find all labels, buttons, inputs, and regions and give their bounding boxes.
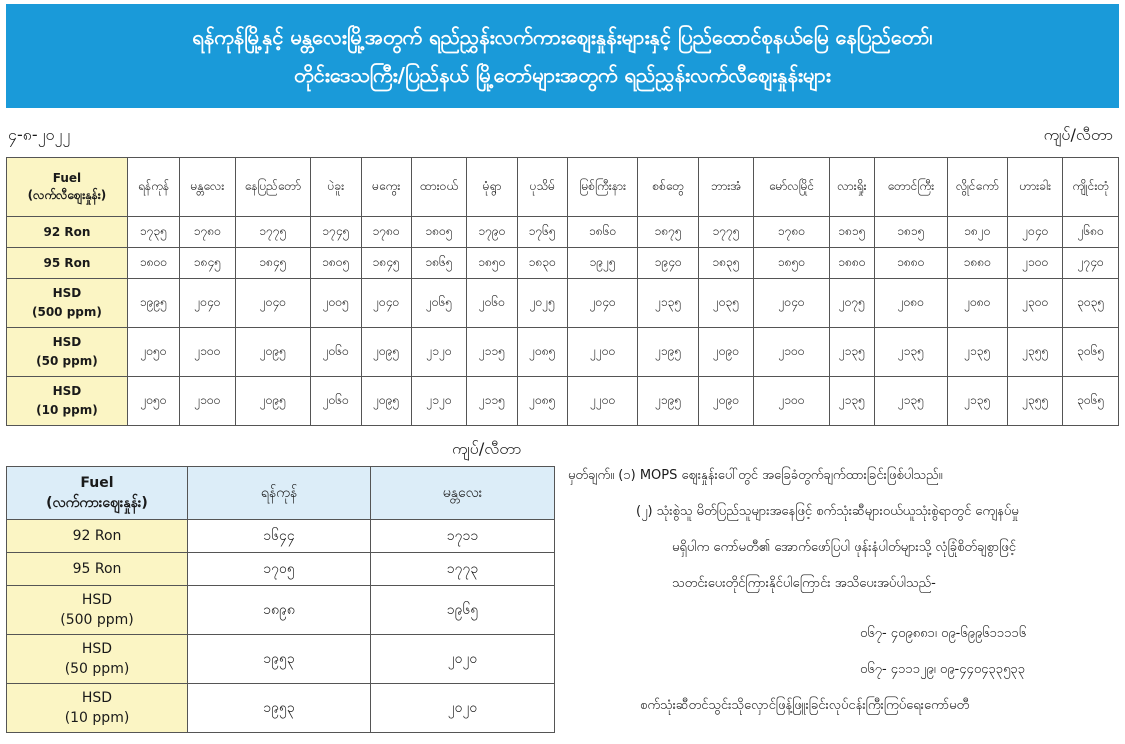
price-cell: ၁၈၇၅ <box>638 217 698 248</box>
table-row <box>7 217 1119 248</box>
price-cell: ၁၇၃၅ <box>127 217 179 248</box>
fuel-type-cell: HSD (50 ppm) <box>7 328 128 377</box>
price-cell: ၂၁၃၅ <box>638 279 698 328</box>
fuel-type-cell: HSD (500 ppm) <box>7 586 188 635</box>
price-cell: ၂၁၃၅ <box>947 328 1007 377</box>
price-cell: ၂၁၉၅ <box>638 328 698 377</box>
price-cell: ၂၆၈၀ <box>1063 217 1119 248</box>
price-cell: ၁၇၇၅ <box>698 217 753 248</box>
price-cell: ၂၀၄၀ <box>361 279 411 328</box>
price-cell: ၁၉၅၃ <box>188 684 371 733</box>
fuel-type-cell: HSD (10 ppm) <box>7 377 128 426</box>
city-header: ကျိုင်းတုံ <box>1063 158 1119 217</box>
note-line-1: မှတ်ချက်။ (၁) MOPS ဈေးနှုန်းပေါ်တွင် အခြေခံတွက်ချက်ထားခြင်းဖြစ်ပါသည်။ <box>568 468 943 483</box>
banner-title-line-1: ရန်ကုန်မြို့နှင့် မန္တလေးမြို့အတွက် ရည်ညွှန်းလက်ကားဈေးနှုန်းများနှင့် ပြည်ထောင်စုနယ်မြေ နေပြည်တော်၊ <box>192 25 933 49</box>
price-cell: ၁၇၇၅ <box>235 217 311 248</box>
price-cell: ၂၁၀၀ <box>180 377 235 426</box>
price-cell: ၁၉၂၅ <box>567 248 638 279</box>
fuel-column-header: Fuel (လက်လီဈေးနှုန်း) <box>7 158 128 217</box>
price-cell: ၁၉၅၃ <box>188 635 371 684</box>
price-cell: ၂၀၂၀ <box>371 684 555 733</box>
fuel-type-cell: 92 Ron <box>7 520 188 553</box>
price-cell: ၁၈၄၅ <box>235 248 311 279</box>
price-cell: ၂၀၉၅ <box>361 377 411 426</box>
price-cell: ၁၈၁၅ <box>829 217 874 248</box>
price-cell: ၂၀၅၀ <box>127 377 179 426</box>
wholesale-price-table <box>6 466 555 733</box>
price-cell: ၁၇၀၅ <box>188 553 371 586</box>
city-header: လားရှိုး <box>829 158 874 217</box>
price-cell: ၂၁၂၀ <box>411 377 466 426</box>
city-header: ရန်ကုန် <box>188 467 371 520</box>
city-header: ဘားအံ <box>698 158 753 217</box>
price-cell: ၁၇၁၁ <box>371 520 555 553</box>
price-cell: ၂၇၄၀ <box>1063 248 1119 279</box>
fuel-column-header: Fuel (လက်ကားဈေးနှုန်း) <box>7 467 188 520</box>
price-cell: ၁၈၀၀ <box>127 248 179 279</box>
price-cell: ၁၈၀၅ <box>411 217 466 248</box>
phone-line-2: ၀၆၇- ၄၁၁၁၂၉၊ ၀၉-၄၄၀၄၃၃၅၃၃ <box>860 662 1026 677</box>
price-cell: ၂၀၀၅ <box>311 279 361 328</box>
date-label: ၄-၈-၂၀၂၂ <box>8 125 71 144</box>
table-row <box>7 520 555 553</box>
price-cell: ၂၀၈၀ <box>875 279 948 328</box>
price-cell: ၂၁၀၀ <box>754 328 830 377</box>
price-cell: ၂၀၄၀ <box>754 279 830 328</box>
banner-title-line-2: တိုင်းဒေသကြီး/ပြည်နယ် မြို့တော်များအတွက် ရည်ညွှန်းလက်လီဈေးနှုန်းများ <box>294 63 831 87</box>
price-cell: ၂၀၂၅ <box>517 279 567 328</box>
price-cell: ၂၁၃၅ <box>829 377 874 426</box>
price-cell: ၁၇၇၃ <box>371 553 555 586</box>
table-row <box>7 586 555 635</box>
price-cell: ၂၂၀၀ <box>567 377 638 426</box>
city-header: မြစ်ကြီးနား <box>567 158 638 217</box>
city-header: မန္တလေး <box>180 158 235 217</box>
price-cell: ၂၀၉၅ <box>235 328 311 377</box>
price-cell: ၂၁၃၅ <box>875 328 948 377</box>
price-cell: ၂၀၈၅ <box>517 328 567 377</box>
price-cell: ၁၈၃၅ <box>698 248 753 279</box>
table-row <box>7 328 1119 377</box>
price-cell: ၂၀၉၅ <box>235 377 311 426</box>
price-cell: ၂၁၃၅ <box>829 328 874 377</box>
note-line-4: သတင်းပေးတိုင်ကြားနိုင်ပါကြောင်း အသိပေးအပ်ပါသည်- <box>672 576 936 591</box>
city-header: ရန်ကုန် <box>127 158 179 217</box>
price-cell: ၂၀၉၅ <box>361 328 411 377</box>
city-header: မန္တလေး <box>371 467 555 520</box>
city-header: ပုသိမ် <box>517 158 567 217</box>
price-cell: ၁၈၆၀ <box>567 217 638 248</box>
price-cell: ၂၁၀၀ <box>754 377 830 426</box>
unit-label-wholesale: ကျပ်/လီတာ <box>452 439 522 458</box>
price-cell: ၁၈၆၅ <box>411 248 466 279</box>
price-cell: ၂၀၈၅ <box>517 377 567 426</box>
city-header: ပဲခူး <box>311 158 361 217</box>
price-cell: ၂၀၇၅ <box>829 279 874 328</box>
fuel-type-cell: 95 Ron <box>7 248 128 279</box>
price-cell: ၁၇၈၀ <box>180 217 235 248</box>
price-cell: ၂၃၅၅ <box>1008 328 1063 377</box>
price-cell: ၁၇၈၀ <box>361 217 411 248</box>
city-header: မုံရွာ <box>467 158 517 217</box>
price-cell: ၂၁၉၅ <box>638 377 698 426</box>
table-row <box>7 377 1119 426</box>
price-cell: ၂၀၆၀ <box>311 377 361 426</box>
price-cell: ၂၀၉၀ <box>698 328 753 377</box>
city-header: ထားဝယ် <box>411 158 466 217</box>
price-cell: ၂၁၀၀ <box>180 328 235 377</box>
city-header: မော်လမြိုင် <box>754 158 830 217</box>
price-cell: ၂၁၂၀ <box>411 328 466 377</box>
price-cell: ၁၈၉၈ <box>188 586 371 635</box>
price-cell: ၂၀၄၀ <box>235 279 311 328</box>
table-row <box>7 279 1119 328</box>
price-cell: ၂၀၆၅ <box>411 279 466 328</box>
city-header: စစ်တွေ <box>638 158 698 217</box>
fuel-type-cell: HSD (500 ppm) <box>7 279 128 328</box>
fuel-type-cell: HSD (50 ppm) <box>7 635 188 684</box>
price-cell: ၂၁၁၅ <box>467 377 517 426</box>
price-cell: ၂၀၅၀ <box>127 328 179 377</box>
price-cell: ၃၀၆၅ <box>1063 377 1119 426</box>
price-cell: ၁၇၈၀ <box>754 217 830 248</box>
price-cell: ၃၀၆၅ <box>1063 328 1119 377</box>
price-cell: ၂၁၃၅ <box>875 377 948 426</box>
price-cell: ၁၈၄၅ <box>361 248 411 279</box>
price-cell: ၁၉၄၀ <box>638 248 698 279</box>
city-header: နေပြည်တော် <box>235 158 311 217</box>
price-cell: ၂၁၃၅ <box>947 377 1007 426</box>
price-cell: ၁၈၈၀ <box>947 248 1007 279</box>
price-cell: ၁၇၄၅ <box>311 217 361 248</box>
price-cell: ၃၀၃၅ <box>1063 279 1119 328</box>
price-cell: ၁၈၂၀ <box>947 217 1007 248</box>
fuel-type-cell: 92 Ron <box>7 217 128 248</box>
price-cell: ၂၀၃၅ <box>698 279 753 328</box>
price-cell: ၁၈၁၅ <box>875 217 948 248</box>
city-header: တောင်ကြီး <box>875 158 948 217</box>
price-cell: ၂၀၂၀ <box>371 635 555 684</box>
price-cell: ၁၈၅၀ <box>754 248 830 279</box>
price-cell: ၁၇၆၅ <box>517 217 567 248</box>
price-cell: ၂၁၀၀ <box>1008 248 1063 279</box>
price-cell: ၂၀၄၀ <box>180 279 235 328</box>
price-cell: ၁၉၆၅ <box>371 586 555 635</box>
price-cell: ၂၀၄၀ <box>567 279 638 328</box>
price-cell: ၁၈၃၀ <box>517 248 567 279</box>
price-cell: ၁၈၀၅ <box>311 248 361 279</box>
price-cell: ၂၃၅၅ <box>1008 377 1063 426</box>
unit-label-retail: ကျပ်/လီတာ <box>1043 125 1113 144</box>
city-header: ဟားခါး <box>1008 158 1063 217</box>
price-cell: ၂၀၆၀ <box>467 279 517 328</box>
price-cell: ၂၀၉၀ <box>698 377 753 426</box>
price-cell: ၁၇၉၀ <box>467 217 517 248</box>
phone-line-1: ၀၆၇- ၄၀၉၈၈၁၊ ၀၉-၆၉၉၆၁၁၁၁၆ <box>860 626 1027 641</box>
table-row <box>7 553 555 586</box>
title-banner <box>6 4 1119 108</box>
price-cell: ၁၆၄၄ <box>188 520 371 553</box>
fuel-type-cell: 95 Ron <box>7 553 188 586</box>
price-cell: ၁၉၉၅ <box>127 279 179 328</box>
price-cell: ၂၀၈၀ <box>947 279 1007 328</box>
price-cell: ၁၈၄၅ <box>180 248 235 279</box>
price-cell: ၂၀၆၀ <box>311 328 361 377</box>
city-header: မကွေး <box>361 158 411 217</box>
price-cell: ၂၃၀၀ <box>1008 279 1063 328</box>
table-row <box>7 635 555 684</box>
notes-section <box>568 458 1120 724</box>
retail-price-table <box>6 157 1119 426</box>
committee-name: စက်သုံးဆီတင်သွင်းသိုလှောင်ဖြန့်ဖြူးခြင်းလုပ်ငန်းကြီးကြပ်ရေးကော်မတီ <box>640 698 970 713</box>
note-line-2: (၂) သုံးစွဲသူ မိတ်ပြည်သူများအနေဖြင့် စက်သုံးဆီများဝယ်ယူသုံးစွဲရာတွင် ကျေနပ်မှု <box>636 504 1019 519</box>
price-cell: ၁၈၈၀ <box>875 248 948 279</box>
note-line-3: မရှိပါက ကော်မတီ၏ အောက်ဖော်ပြပါ ဖုန်းနံပါတ်များသို့ လုံခြုံစိတ်ချစွာဖြင့် <box>672 540 1016 555</box>
fuel-type-cell: HSD (10 ppm) <box>7 684 188 733</box>
price-cell: ၂၁၁၅ <box>467 328 517 377</box>
city-header: လွိုင်ကော် <box>947 158 1007 217</box>
price-cell: ၁၈၈၀ <box>829 248 874 279</box>
table-row <box>7 684 555 733</box>
price-cell: ၁၈၅၀ <box>467 248 517 279</box>
price-cell: ၂၂၀၀ <box>567 328 638 377</box>
table-row <box>7 248 1119 279</box>
price-cell: ၂၀၄၀ <box>1008 217 1063 248</box>
